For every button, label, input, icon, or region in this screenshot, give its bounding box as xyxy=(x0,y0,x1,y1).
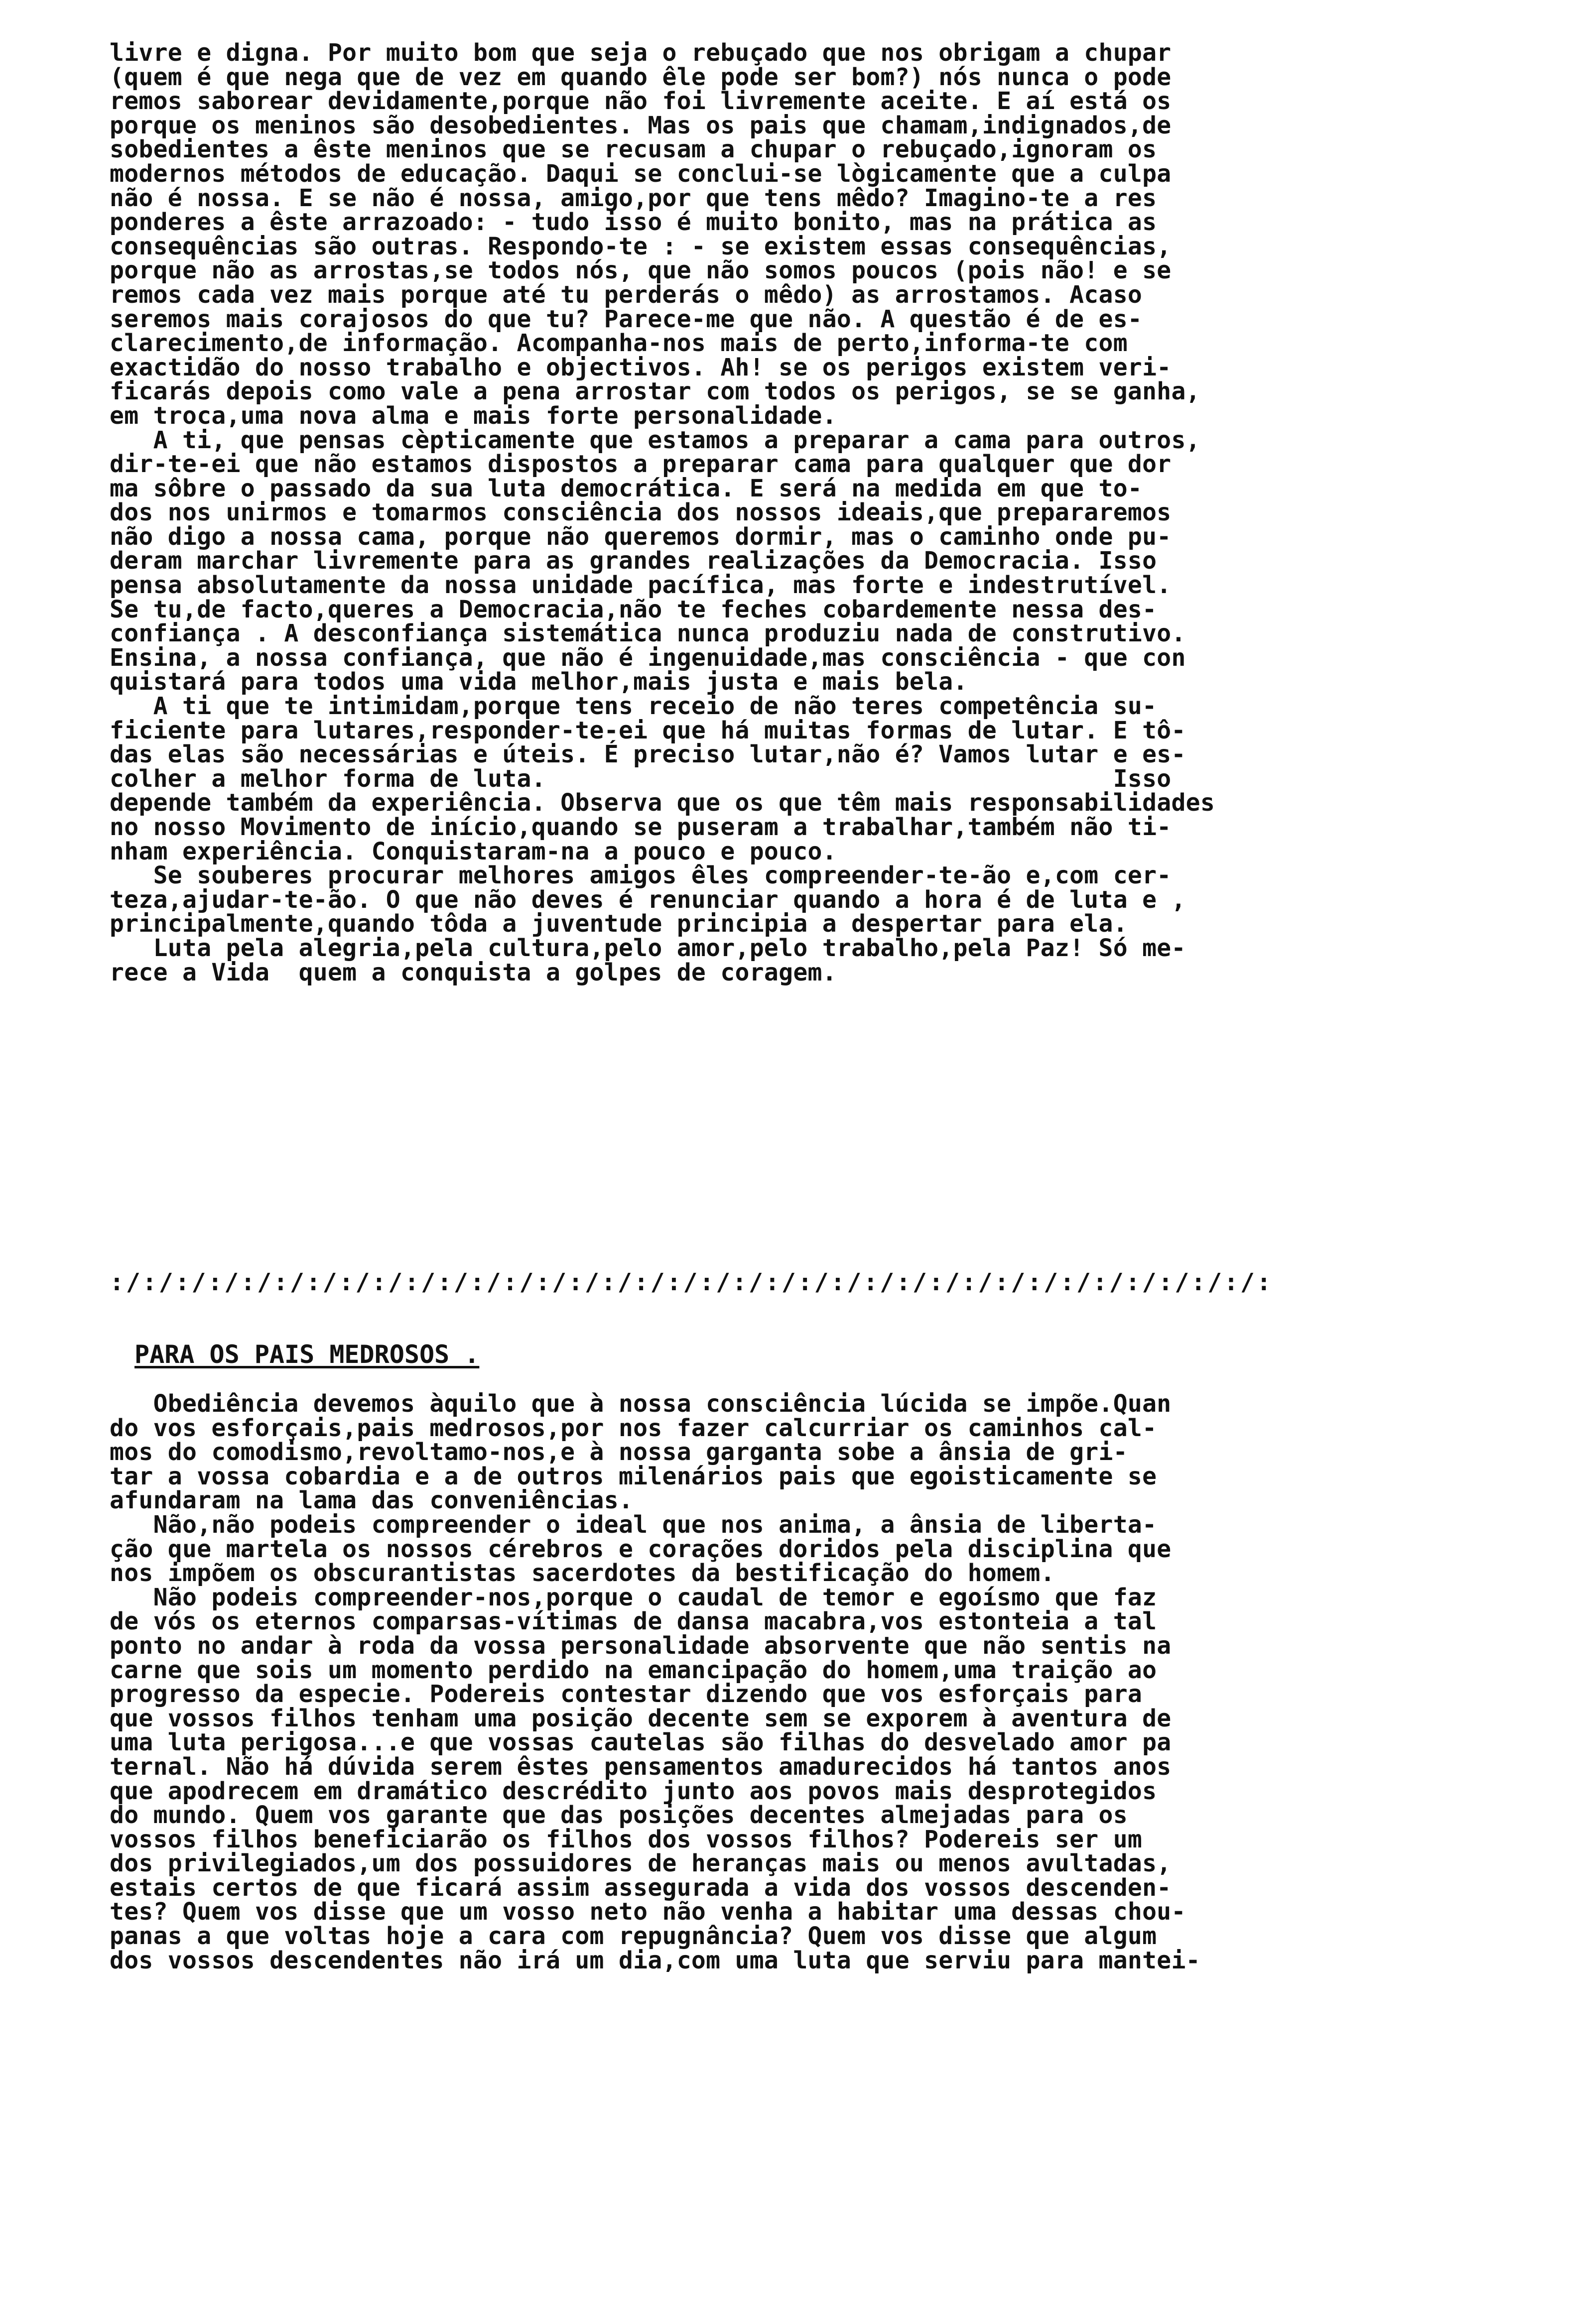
text-line: porque não as arrostas,se todos nós, que não somos poucos (pois não! e se xyxy=(110,256,1172,285)
text-line: dos privilegiados,um dos possuidores de heranças mais ou menos avultadas, xyxy=(110,1849,1172,1878)
section-heading: PARA OS PAIS MEDROSOS . xyxy=(134,1340,480,1369)
text-line: afundaram na lama das conveniências. xyxy=(110,1486,634,1515)
text-line: ponderes a êste arrazoado: - tudo isso é muito bonito, mas na prática as xyxy=(110,208,1157,237)
text-line: em troca,uma nova alma e mais forte personalidade. xyxy=(110,401,837,430)
text-line: nham experiência. Conquistaram-na a pouco e pouco. xyxy=(110,837,837,865)
text-line: pensa absolutamente da nossa unidade pacífica, mas forte e indestrutível. xyxy=(110,571,1172,600)
text-line: livre e digna. Por muito bom que seja o rebuçado que nos obrigam a chupar xyxy=(110,39,1172,67)
text-line: principalmente,quando tôda a juventude principia a despertar para ela. xyxy=(110,910,1128,938)
text-line: teza,ajudar-te-ão. O que não deves é renunciar quando a hora é de luta e , xyxy=(110,885,1186,914)
text-line: remos cada vez mais porque até tu perderás o mêdo) as arrostamos. Acaso xyxy=(110,280,1143,309)
text-line: mos do comodismo,revoltamo-nos,e à nossa garganta sobe a ânsia de gri- xyxy=(110,1438,1128,1467)
text-line: que apodrecem em dramático descrédito junto aos povos mais desprotegidos xyxy=(110,1777,1157,1805)
text-line: Luta pela alegria,pela cultura,pelo amor,pelo trabalho,pela Paz! Só me- xyxy=(110,934,1186,962)
text-line: panas a que voltas hoje a cara com repugnância? Quem vos disse que algum xyxy=(110,1922,1157,1951)
text-line: clarecimento,de informação. Acompanha-nos mais de perto,informa-te com xyxy=(110,329,1128,358)
text-line: porque os meninos são desobedientes. Mas os pais que chamam,indignados,de xyxy=(110,111,1172,139)
text-line: Obediência devemos àquilo que à nossa consciência lúcida se impõe.Quan xyxy=(110,1390,1172,1418)
text-line: Ensina, a nossa confiança, que não é ingenuidade,mas consciência - que con xyxy=(110,643,1186,672)
text-line: uma luta perigosa...e que vossas cautelas são filhas do desvelado amor pa xyxy=(110,1728,1172,1757)
text-line: no nosso Movimento de início,quando se puseram a trabalhar,também não ti- xyxy=(110,813,1172,841)
text-line: consequências são outras. Respondo-te : - se existem essas consequências, xyxy=(110,232,1172,260)
text-line: Se souberes procurar melhores amigos êles compreender-te-ão e,com cer- xyxy=(110,861,1172,890)
text-line: ternal. Não há dúvida serem êstes pensamentos amadurecidos há tantos anos xyxy=(110,1752,1172,1781)
text-line: ção que martela os nossos cérebros e corações doridos pela disciplina que xyxy=(110,1535,1172,1563)
text-line: A ti, que pensas cèpticamente que estamos a preparar a cama para outros, xyxy=(110,426,1200,454)
text-line: sobedientes a êste meninos que se recusam a chupar o rebuçado,ignoram os xyxy=(110,135,1157,164)
text-line: do mundo. Quem vos garante que das posições decentes almejadas para os xyxy=(110,1801,1128,1830)
text-line: estais certos de que ficará assim assegurada a vida dos vossos descenden- xyxy=(110,1873,1172,1902)
text-line: ponto no andar à roda da vossa personalidade absorvente que não sentis na xyxy=(110,1631,1172,1660)
text-line: ma sôbre o passado da sua luta democrática. E será na medida em que to- xyxy=(110,474,1143,502)
text-line: remos saborear devidamente,porque não foi livremente aceite. E aí está os xyxy=(110,87,1172,116)
text-line: colher a melhor forma de luta. Isso xyxy=(110,764,1172,793)
text-line: ficiente para lutares,responder-te-ei que há muitas formas de lutar. E tô- xyxy=(110,716,1186,744)
text-line: Não,não podeis compreender o ideal que nos anima, a ânsia de liberta- xyxy=(110,1510,1157,1539)
text-line: dos nos unirmos e tomarmos consciência dos nossos ideais,que prepararemos xyxy=(110,498,1172,527)
text-line: vossos filhos beneficiarão os filhos dos vossos filhos? Podereis ser um xyxy=(110,1825,1143,1853)
text-line: dos vossos descendentes não irá um dia,com uma luta que serviu para mantei- xyxy=(110,1946,1200,1974)
pais-medrosos-text-block xyxy=(110,1392,1484,1972)
text-line: que vossos filhos tenham uma posição decente sem se exporem à aventura de xyxy=(110,1704,1172,1732)
text-line: tes? Quem vos disse que um vosso neto não venha a habitar uma dessas chou- xyxy=(110,1898,1186,1926)
text-line: exactidão do nosso trabalho e objectivos. Ah! se os perigos existem veri- xyxy=(110,353,1172,381)
text-line: dir-te-ei que não estamos dispostos a preparar cama para qualquer que dor xyxy=(110,450,1172,479)
text-line: do vos esforçais,pais medrosos,por nos fazer calcurriar os caminhos cal- xyxy=(110,1414,1157,1442)
text-line: confiança . A desconfiança sistemática nunca produziu nada de construtivo. xyxy=(110,619,1186,648)
text-line: (quem é que nega que de vez em quando êle pode ser bom?) nós nunca o pode xyxy=(110,63,1172,91)
text-line: de vós os eternos comparsas-vítimas de dansa macabra,vos estonteia a tal xyxy=(110,1607,1157,1636)
text-line: progresso da especie. Podereis contestar dizendo que vos esforçais para xyxy=(110,1680,1143,1709)
text-line: não é nossa. E se não é nossa, amigo,por que tens mêdo? Imagino-te a res xyxy=(110,184,1157,212)
text-line: nos impõem os obscurantistas sacerdotes da bestificação do homem. xyxy=(110,1559,1055,1588)
text-line: depende também da experiência. Observa que os que têm mais responsabilidades xyxy=(110,789,1215,817)
text-line: carne que sois um momento perdido na emancipação do homem,uma traição ao xyxy=(110,1656,1157,1684)
text-line: Não podeis compreender-nos,porque o caudal de temor e egoísmo que faz xyxy=(110,1583,1157,1611)
text-line: quistará para todos uma vida melhor,mais justa e mais bela. xyxy=(110,668,968,696)
text-line: não digo a nossa cama, porque não queremos dormir, mas o caminho onde pu- xyxy=(110,522,1172,551)
text-line: ficarás depois como vale a pena arrostar com todos os perigos, se se ganha, xyxy=(110,377,1200,406)
intro-text-block xyxy=(110,41,1484,984)
text-line: seremos mais corajosos do que tu? Parece-me que não. A questão é de es- xyxy=(110,305,1143,333)
text-line: das elas são necessárias e úteis. É preciso lutar,não é? Vamos lutar e es- xyxy=(110,740,1186,769)
text-line: A ti que te intimidam,porque tens receio de não teres competência su- xyxy=(110,692,1157,721)
text-line: tar a vossa cobardia e a de outros milenários pais que egoisticamente se xyxy=(110,1462,1157,1490)
section-separator: :/:/:/:/:/:/:/:/:/:/:/:/:/:/:/:/:/:/:/:/:/:/:/:/:/:/:/:/:/:/:/:/:/:/:/: xyxy=(110,1268,1273,1296)
text-line: modernos métodos de educação. Daqui se conclui-se lògicamente que a culpa xyxy=(110,159,1172,188)
text-line: rece a Vida quem a conquista a golpes de coragem. xyxy=(110,958,837,986)
text-line: Se tu,de facto,queres a Democracia,não te feches cobardemente nessa des- xyxy=(110,595,1157,623)
text-line: deram marchar livremente para as grandes realizações da Democracia. Isso xyxy=(110,547,1157,575)
